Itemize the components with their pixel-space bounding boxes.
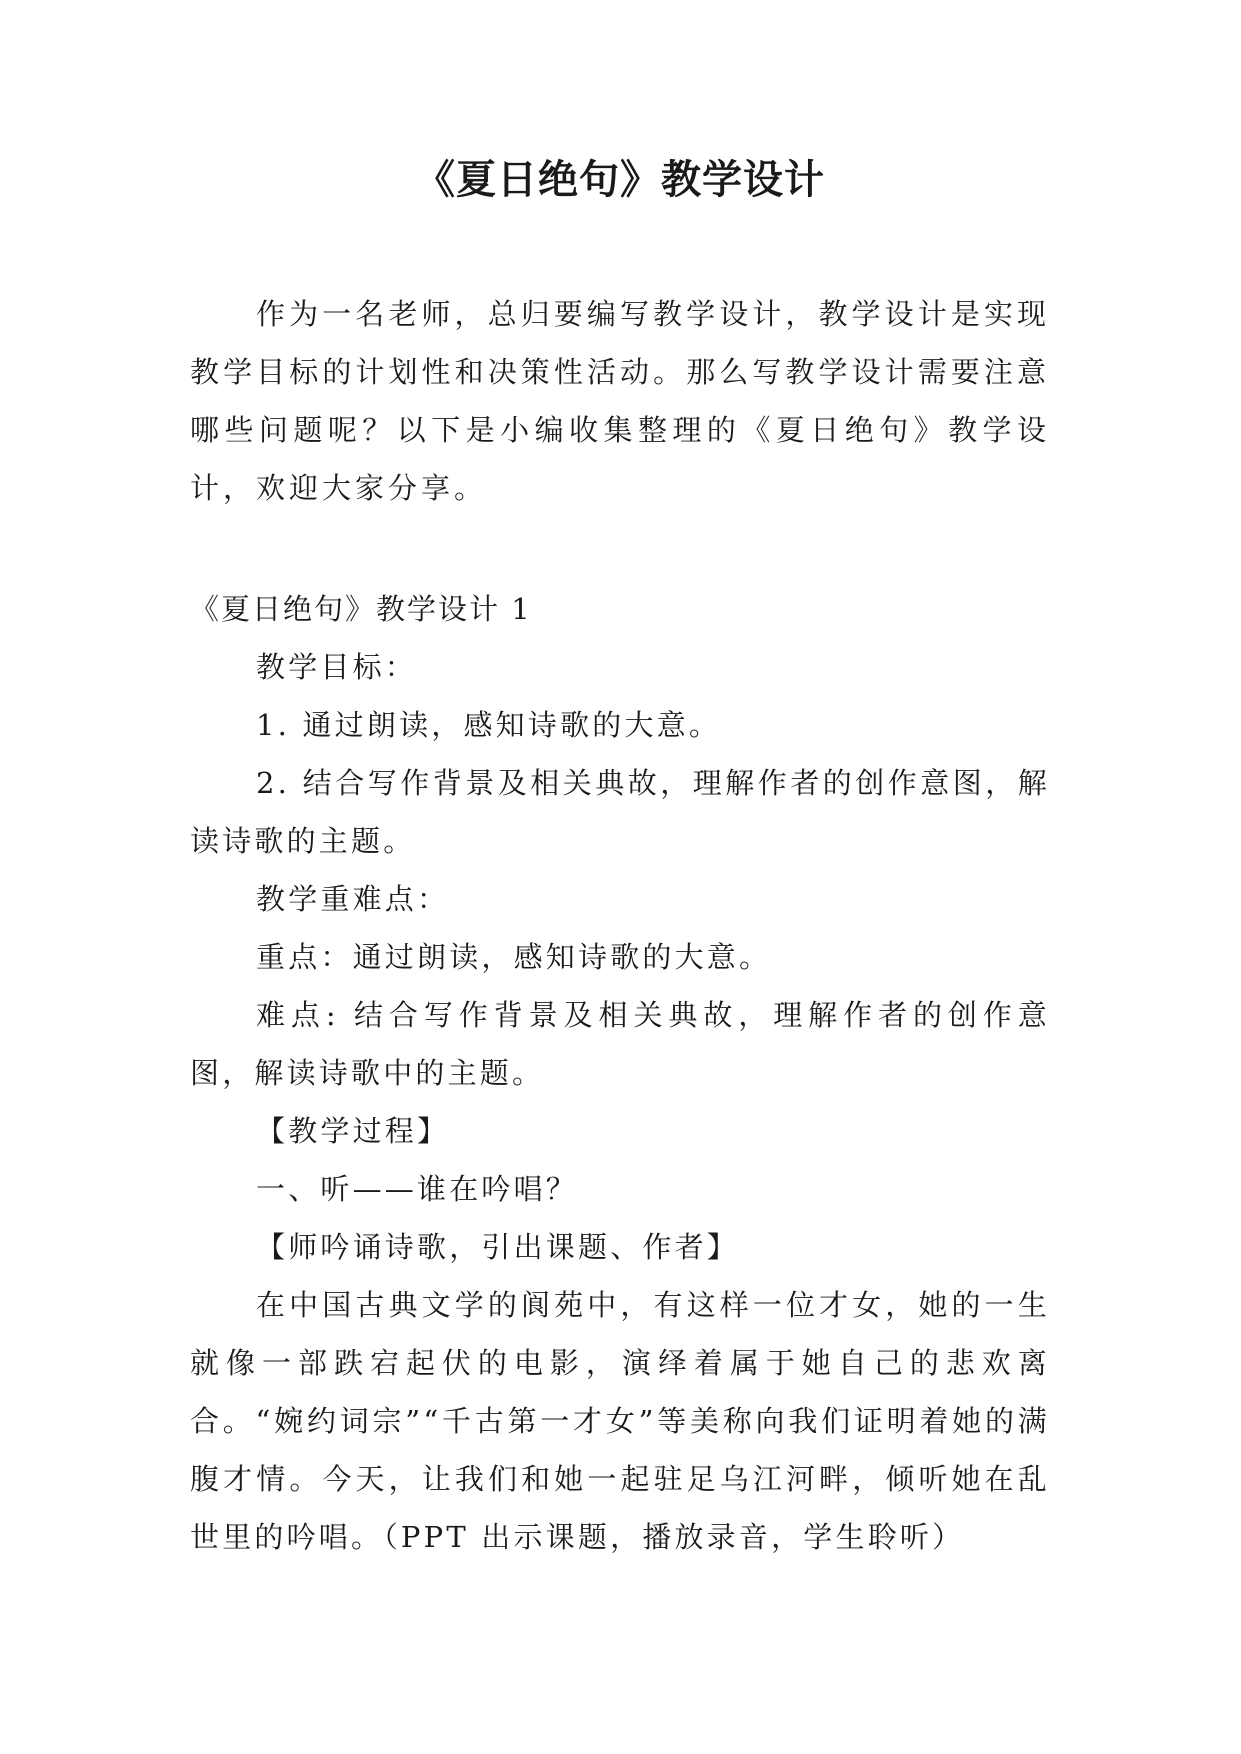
key-difficulties-heading: 教学重难点：: [256, 882, 450, 916]
step-one-subheading: 【师吟诵诗歌，引出课题、作者】: [256, 1230, 740, 1264]
section-heading: 《夏日绝句》教学设计 1: [190, 592, 532, 626]
objective-item-1: 1. 通过朗读，感知诗歌的大意。: [256, 708, 722, 742]
document-title: 《夏日绝句》教学设计: [415, 157, 825, 203]
document-body: [190, 580, 1050, 1566]
difficulty-paragraph: 难点: 结合写作背景及相关典故，理解作者的创作意图，解读诗歌中的主题。: [190, 998, 1050, 1090]
intro-paragraph: 作为一名老师，总归要编写教学设计，教学设计是实现教学目标的计划性和决策性活动。那么写教学设计需要注意哪些问题呢？以下是小编收集整理的《夏日绝句》教学设计，欢迎大家分享。: [190, 297, 1050, 505]
key-point-paragraph: 重点：通过朗读，感知诗歌的大意。: [256, 940, 772, 974]
teaching-process-heading: 【教学过程】: [256, 1114, 450, 1148]
objective-item-2: 2. 结合写作背景及相关典故，理解作者的创作意图，解读诗歌的主题。: [190, 766, 1050, 858]
teaching-objectives-heading: 教学目标：: [256, 650, 418, 684]
step-one-heading: 一、听——谁在吟唱？: [256, 1172, 579, 1206]
step-one-paragraph: 在中国古典文学的阆苑中，有这样一位才女，她的一生就像一部跌宕起伏的电影，演绎着属于她自己的悲欢离合。“婉约词宗”“千古第一才女”等美称向我们证明着她的满腹才情。今天，让我们和她一起驻足乌江河畔，倾听她在乱世里的吟唱。（PPT 出示课题，播放录音，学生聆听）: [190, 1288, 1050, 1554]
